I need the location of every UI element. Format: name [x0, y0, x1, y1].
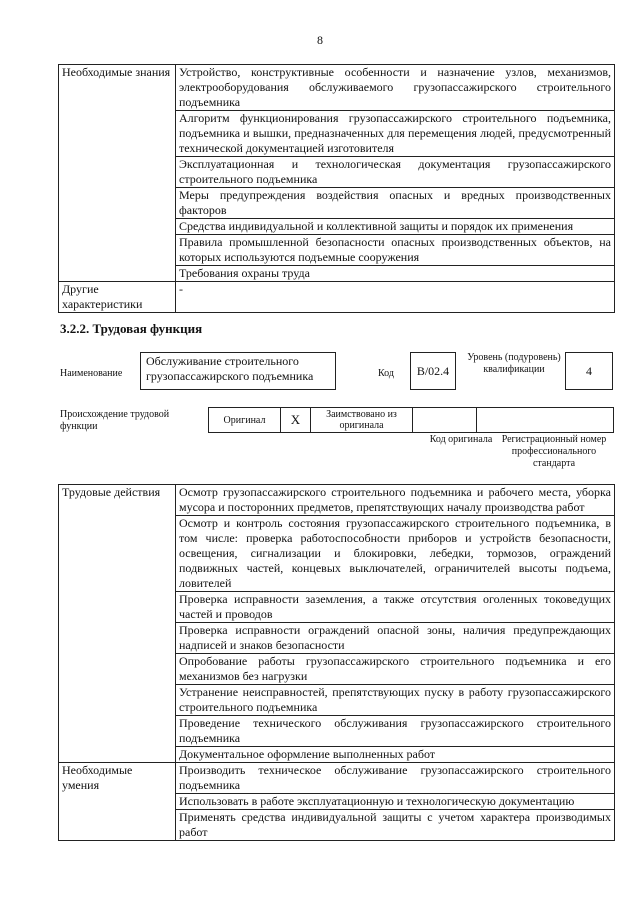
original-cell: Оригинал [209, 408, 281, 432]
action-item: Опробование работы грузопассажирского строительного подъемника и его механизмов без нагрузки [176, 654, 615, 685]
registration-number-caption: Регистрационный номер профессионального стандарта [501, 434, 607, 469]
row-label-knowledge: Необходимые знания [59, 65, 176, 282]
other-item: - [176, 282, 615, 313]
knowledge-item: Алгоритм функционирования грузопассажирского строительного подъемника, подъемника и вышки, предназначенных для перемещения людей, предусмотренный технической документацией изготовителя [176, 111, 615, 157]
table-row [59, 65, 615, 111]
knowledge-item: Средства индивидуальной и коллективной защиты и порядок их применения [176, 219, 615, 235]
row-label-other: Другие характеристики [59, 282, 176, 313]
action-item: Проверка исправности заземления, а также отсутствия оголенных токоведущих частей и проводов [176, 592, 615, 623]
table-row [59, 485, 615, 516]
action-item: Осмотр и контроль состояния грузопассажирского строительного подъемника, в том числе: проверка работоспособности приборов и устройств безопасности, освещения, сигнализации и блокировки, лебедки, тормозов, ограждений подвижных частей, концевых выключателей, ограничителей высоты подъема, ловителей [176, 516, 615, 592]
knowledge-table [58, 64, 615, 313]
section-title: 3.2.2. Трудовая функция [60, 321, 203, 336]
skill-item: Применять средства индивидуальной защиты с учетом характера производимых работ [176, 810, 615, 841]
table-row [59, 282, 615, 313]
action-item: Осмотр грузопассажирского строительного подъемника и рабочего места, уборка мусора и посторонних предметов, препятствующих началу производства работ [176, 485, 615, 516]
knowledge-item: Эксплуатационная и технологическая документация грузопассажирского строительного подъемника [176, 157, 615, 188]
code-label: Код [378, 368, 394, 379]
original-code-caption: Код оригинала [429, 434, 493, 445]
name-label: Наименование [60, 368, 123, 379]
origin-label: Происхождение трудовой функции [60, 409, 170, 432]
skill-item: Производить техническое обслуживание грузопассажирского строительного подъемника [176, 763, 615, 794]
knowledge-item: Устройство, конструктивные особенности и назначение узлов, механизмов, электрооборудования обслуживаемого грузопассажирского строительного подъемника [176, 65, 615, 111]
action-item: Документальное оформление выполненных работ [176, 747, 615, 763]
level-box: 4 [565, 352, 613, 390]
original-mark: X [281, 408, 311, 432]
function-name-box: Обслуживание строительного грузопассажирского подъемника [140, 352, 336, 390]
origin-row [208, 407, 614, 433]
row-label-actions: Трудовые действия [59, 485, 176, 763]
knowledge-item: Требования охраны труда [176, 266, 615, 282]
knowledge-item: Правила промышленной безопасности опасных производственных объектов, на которых используются подъемные сооружения [176, 235, 615, 266]
action-item: Проверка исправности ограждений опасной зоны, наличия предупреждающих надписей и знаков безопасности [176, 623, 615, 654]
skill-item: Использовать в работе эксплуатационную и технологическую документацию [176, 794, 615, 810]
knowledge-item: Меры предупреждения воздействия опасных и вредных производственных факторов [176, 188, 615, 219]
action-item: Устранение неисправностей, препятствующих пуску в работу грузопассажирского строительного подъемника [176, 685, 615, 716]
original-code-cell [413, 408, 477, 432]
code-box: B/02.4 [410, 352, 456, 390]
borrowed-cell: Заимствовано из оригинала [311, 408, 413, 432]
labor-actions-table [58, 484, 615, 841]
action-item: Проведение технического обслуживания грузопассажирского строительного подъемника [176, 716, 615, 747]
level-label: Уровень (подуровень) квалификации [467, 352, 561, 375]
registration-number-cell [477, 408, 613, 432]
table-row [59, 763, 615, 794]
row-label-skills: Необходимые умения [59, 763, 176, 841]
page-number: 8 [317, 33, 323, 47]
